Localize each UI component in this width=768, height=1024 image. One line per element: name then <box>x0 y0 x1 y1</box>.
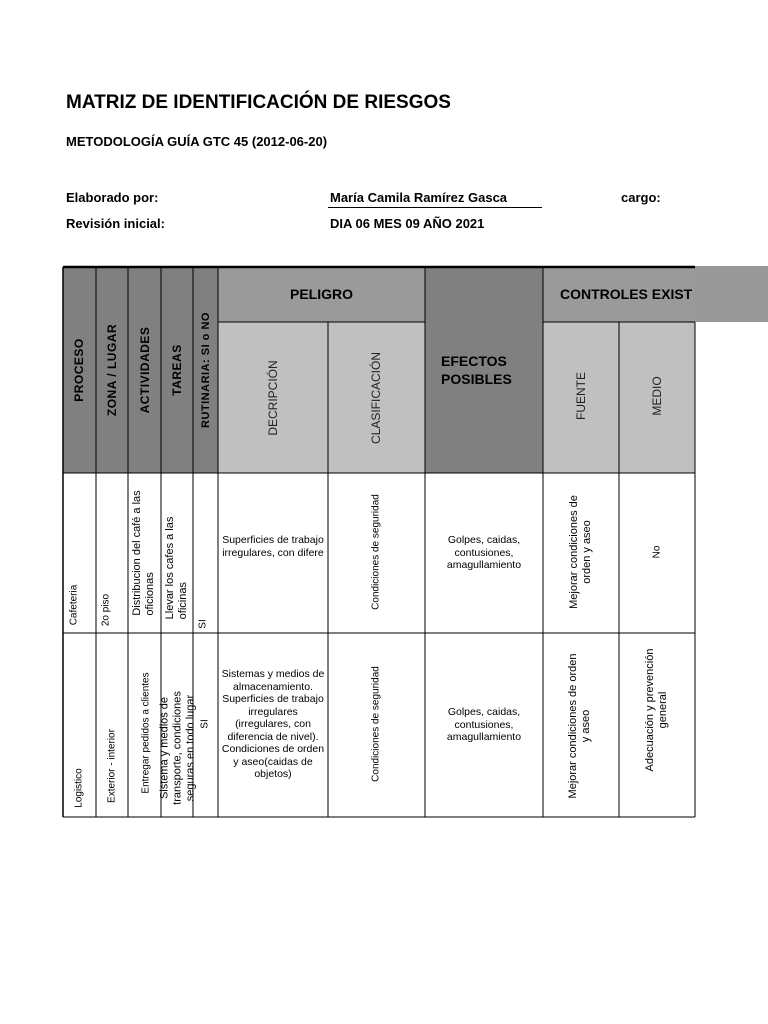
row1-proceso: Cafeteria <box>68 584 80 626</box>
header-proceso: PROCESO <box>72 338 86 402</box>
row2-descripcion: Sistemas y medios de almacenamiento. Superficies de trabajo irregulares (irregulares, con diferencia de nivel). Condiciones de orden y aseo(caidas de objetos) <box>221 668 325 780</box>
row1-clasificacion: Condiciones de seguridad <box>370 494 382 610</box>
header-actividades: ACTIVIDADES <box>138 326 152 414</box>
row2-rutinaria: SI <box>199 719 211 729</box>
header-rutinaria: RUTINARIA: SI o NO <box>200 312 212 428</box>
revision-value: DIA 06 MES 09 AÑO 2021 <box>330 216 485 231</box>
revision-label: Revisión inicial: <box>66 216 165 231</box>
document-title: MATRIZ DE IDENTIFICACIÓN DE RIESGOS <box>66 92 451 113</box>
header-efectos: EFECTOS POSIBLES <box>441 353 512 387</box>
header-fuente: FUENTE <box>574 372 588 420</box>
row1-zona: 2o piso <box>100 593 112 627</box>
cargo-label: cargo: <box>621 190 661 205</box>
header-zona: ZONA / LUGAR <box>105 323 119 417</box>
header-clasificacion: CLASIFICACIÓN <box>369 351 383 445</box>
elaborado-label: Elaborado por: <box>66 190 159 205</box>
row1-medio: No <box>651 545 663 559</box>
row1-fuente: Mejorar condiciones de orden y aseo <box>568 495 593 609</box>
row1-actividad: Distribucion del café a las oficionas <box>131 490 156 616</box>
row1-tarea: Llevar los cafes a las oficinas <box>164 516 189 620</box>
row2-actividad: Entregar pedidos a clientes <box>140 672 152 794</box>
row2-fuente: Mejorar condiciones de orden y aseo <box>567 653 592 799</box>
header-tareas: TAREAS <box>170 344 184 396</box>
row2-proceso: Logistico <box>73 768 85 808</box>
header-medio: MEDIO <box>650 376 664 416</box>
header-peligro: PELIGRO <box>289 286 353 302</box>
row2-tarea: Sistema y medios de transporte, condiciones seguras en todo lugar <box>158 691 197 805</box>
header-controles: CONTROLES EXIST <box>560 286 693 302</box>
document-subtitle: METODOLOGÍA GUÍA GTC 45 (2012-06-20) <box>66 134 328 149</box>
row2-medio: Adecuación y prevención general <box>644 648 669 772</box>
header-descripcion: DECRIPCIÓN <box>266 360 280 436</box>
row1-rutinaria: SI <box>197 619 209 629</box>
row2-clasificacion: Condiciones de seguridad <box>370 666 382 782</box>
row1-descripcion: Superficies de trabajo irregulares, con difere <box>222 534 324 559</box>
row1-efectos: Golpes, caidas, contusiones, amagullamiento <box>446 534 522 571</box>
row2-efectos: Golpes, caidas, contusiones, amagullamiento <box>446 706 522 743</box>
elaborado-value: María Camila Ramírez Gasca <box>330 190 508 205</box>
row2-zona: Exterior - interior <box>106 729 118 803</box>
